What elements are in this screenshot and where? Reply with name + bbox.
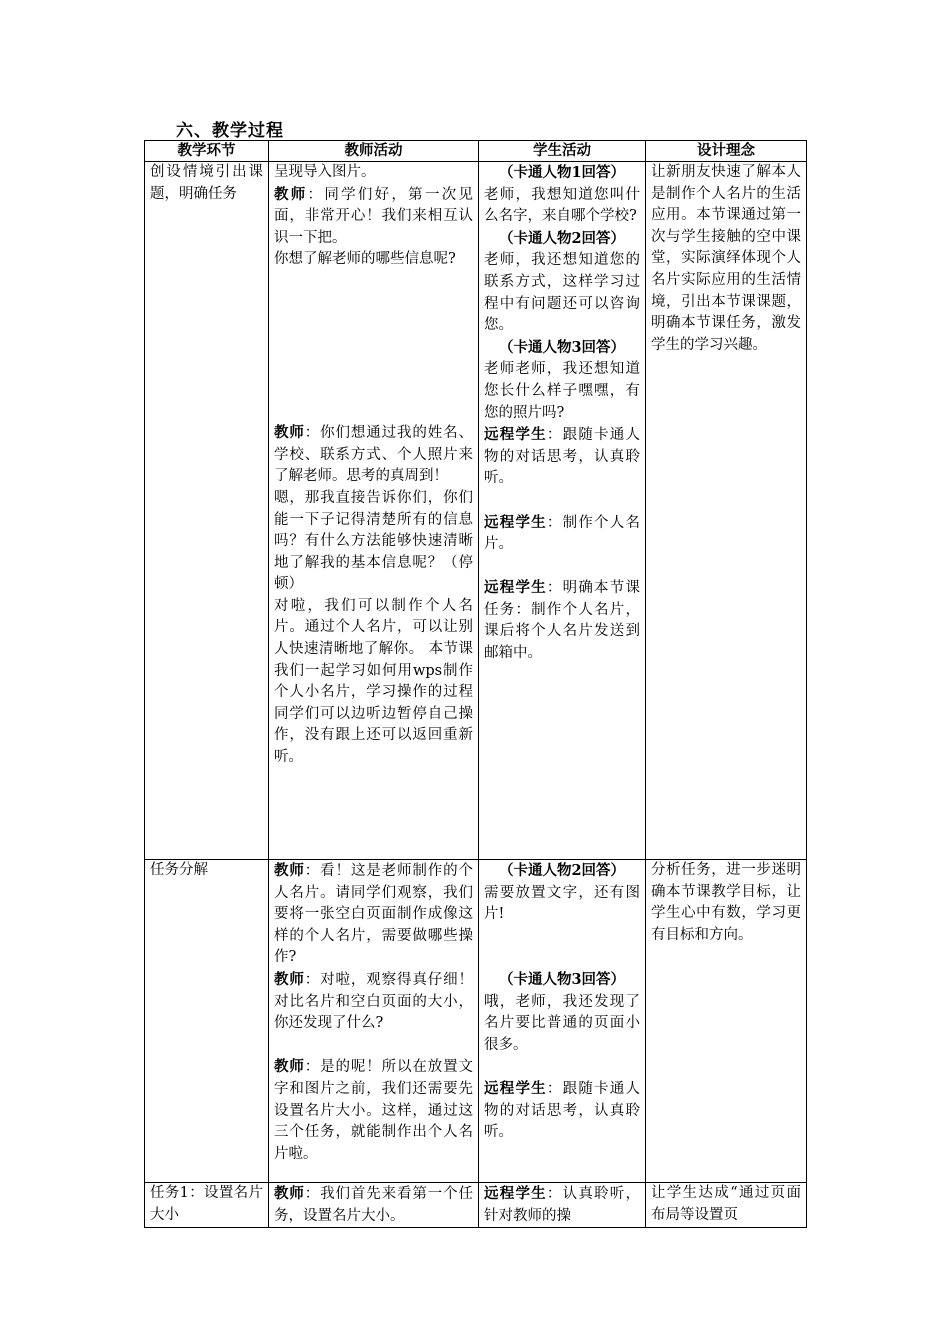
teacher-paragraph (274, 860, 473, 969)
teacher-text: ：我们首先来看第一个任务，设置名片大小。 (274, 1186, 473, 1224)
teacher-paragraph (274, 1183, 473, 1227)
spacer (274, 1035, 473, 1057)
student-paragraph (484, 992, 640, 1057)
student-text: 老师老师，我还想知道您长什么样子嘿嘿，有您的照片吗? (484, 361, 640, 421)
student-text: ：认真聆听，针对教师的操 (484, 1186, 641, 1224)
spacer (274, 379, 473, 401)
header-teacher-activity: 教师活动 (269, 141, 479, 162)
teacher-activity-cell (269, 860, 479, 1183)
spacer (484, 490, 640, 512)
teacher-speaker-label: 教师 (274, 862, 305, 879)
student-speaker-label: 远程学生 (484, 579, 547, 597)
table-row (145, 860, 807, 1183)
teacher-paragraph (274, 1056, 473, 1165)
student-paragraph (484, 860, 640, 883)
student-paragraph (484, 969, 640, 992)
student-text: 老师，我还想知道您的联系方式，这样学习过程中有问题还可以咨询您。 (484, 252, 640, 334)
student-paragraph (484, 162, 640, 185)
student-paragraph (484, 883, 640, 926)
teacher-text: ：看！这是老师制作的个人名片。请同学们观察，我们要将一张空白页面制作成像这样的个人名片，需要做哪些操作? (274, 863, 473, 966)
teacher-paragraph (274, 249, 473, 271)
spacer (484, 1056, 640, 1078)
student-speaker-label: （卡通人物1回答） (498, 164, 626, 181)
teacher-speaker-label: 教师 (274, 424, 305, 442)
student-paragraph (484, 1183, 640, 1227)
student-speaker-label: （卡通人物2回答） (498, 862, 626, 879)
design-concept-cell: 分析任务，进一步迷明确本节课教学目标，让学生心中有数，学习更有目标和方向。 (646, 860, 807, 1183)
student-activity-cell (479, 162, 646, 860)
teacher-text: 嗯，那我直接告诉你们，你们能一下子记得清楚所有的信息吗？有什么方法能够快速清晰地了解我的基本信息呢？（停顿） (274, 489, 473, 593)
teacher-speaker-label: 教师 (274, 1185, 305, 1202)
header-student-activity: 学生活动 (479, 141, 646, 162)
student-speaker-label: 远程学生 (484, 1185, 547, 1202)
student-paragraph (484, 337, 640, 360)
student-text: 老师，我想知道您叫什么名字，来自哪个学校? (484, 186, 640, 225)
teacher-paragraph (274, 184, 473, 250)
student-text: ：跟随卡通人物的对话思考，认真聆听。 (484, 1080, 641, 1141)
spacer (274, 357, 473, 379)
spacer (484, 947, 640, 969)
teacher-text: 你想了解老师的哪些信息呢? (274, 251, 456, 268)
student-activity-cell (479, 860, 646, 1183)
student-paragraph (484, 512, 640, 556)
student-speaker-label: 远程学生 (484, 513, 547, 531)
student-paragraph (484, 1078, 640, 1144)
student-paragraph (484, 359, 640, 424)
teaching-process-table (144, 140, 807, 1228)
spacer (274, 314, 473, 336)
student-speaker-label: （卡通人物2回答） (498, 229, 626, 247)
teacher-activity-cell (269, 162, 479, 860)
spacer (274, 271, 473, 293)
student-text: ：跟随卡通人物的对话思考，认真聆听。 (484, 427, 641, 487)
table-header-row (145, 141, 807, 162)
header-design-concept: 设计理念 (646, 141, 807, 162)
stage-cell: 创设情境引出课题，明确任务 (145, 162, 269, 860)
teacher-speaker-label: 教师 (274, 1058, 305, 1076)
header-stage: 教学环节 (145, 141, 269, 162)
teacher-text: 呈现导入图片。 (274, 164, 376, 180)
student-speaker-label: （卡通人物3回答） (498, 338, 626, 356)
teacher-text: ：同学们好，第一次见面，非常开心！我们来相互认识一下把。 (274, 186, 474, 246)
student-speaker-label: 远程学生 (484, 1079, 547, 1097)
spacer (484, 926, 640, 948)
teacher-paragraph (274, 422, 473, 488)
teacher-text: ：你们想通过我的姓名、学校、联系方式、个人照片来了解老师。思考的真周到！ (274, 425, 473, 485)
teacher-speaker-label: 教师 (274, 185, 308, 203)
section-title: 六、教学过程 (176, 121, 284, 141)
student-speaker-label: （卡通人物3回答） (498, 970, 626, 988)
teacher-paragraph (274, 162, 473, 184)
student-text: 哦，老师，我还发现了名片要比普通的页面小很多。 (484, 993, 640, 1053)
student-paragraph (484, 185, 640, 228)
table-row (145, 162, 807, 860)
spacer (274, 293, 473, 315)
table-row (145, 1183, 807, 1228)
teacher-activity-cell (269, 1183, 479, 1228)
teacher-text: ：是的呢！所以在放置文字和图片之前，我们还需要先设置名片大小。这样，通过这三个任务，就能制作出个人名片啦。 (274, 1059, 473, 1162)
teacher-paragraph (274, 596, 473, 769)
teacher-paragraph (274, 488, 473, 596)
stage-cell: 任务1：设置名片大小 (145, 1183, 269, 1228)
student-paragraph (484, 424, 640, 490)
student-text: ：明确本节课任务：制作个人名片，课后将个人名片发送到邮箱中。 (484, 580, 641, 662)
teacher-text: 对啦，我们可以制作个人名片。通过个人名片，可以让别人快速清晰地了解你。 本节课我们一起学习如何用wps制作个人小名片，学习操作的过程同学们可以边听边暂停自己操作，没有跟上还可以返回重新听。 (274, 597, 473, 766)
student-text: ：制作个人名片。 (484, 514, 641, 553)
student-activity-cell (479, 1183, 646, 1228)
student-paragraph (484, 577, 640, 664)
teacher-text: ：对啦，观察得真仔细！对比名片和空白页面的大小，你还发现了什么? (274, 971, 473, 1032)
spacer (484, 556, 640, 578)
spacer (274, 401, 473, 423)
design-concept-cell: 让学生达成“通过页面布局等设置页 (646, 1183, 807, 1228)
stage-cell: 任务分解 (145, 860, 269, 1183)
design-concept-cell: 让新朋友快速了解本人是制作个人名片的生活应用。本节课通过第一次与学生接触的空中课堂，实际演绎体现个人名片实际应用的生活情境，引出本节课课题，明确本节课任务，激发学生的学习兴趣。 (646, 162, 807, 860)
student-speaker-label: 远程学生 (484, 426, 547, 444)
student-paragraph (484, 250, 640, 336)
student-text: 需要放置文字，还有图片! (484, 884, 640, 923)
teacher-speaker-label: 教师 (274, 970, 305, 988)
student-paragraph (484, 228, 640, 251)
teacher-paragraph (274, 969, 473, 1035)
spacer (274, 336, 473, 358)
